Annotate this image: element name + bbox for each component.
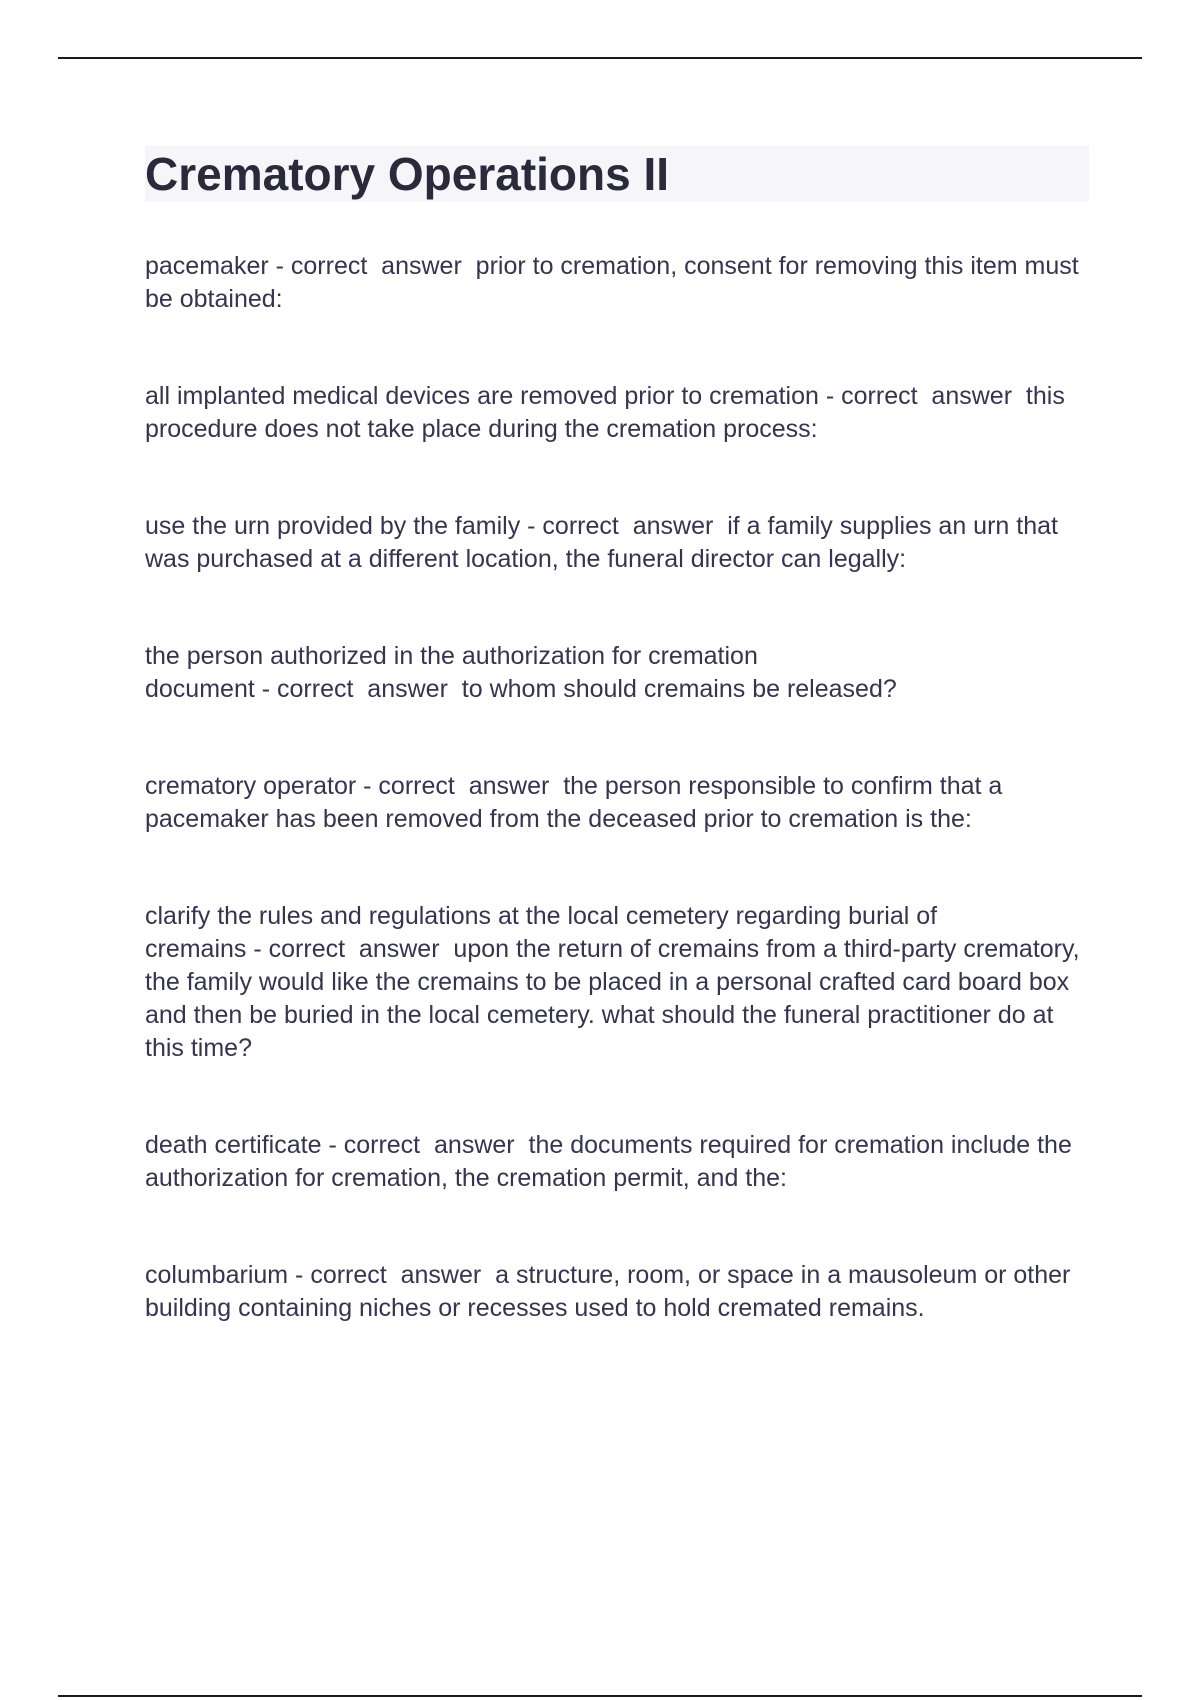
card-term: all implanted medical devices are removed prior to cremation	[145, 382, 819, 410]
flashcard	[145, 770, 1095, 836]
card-definition: if a family supplies an urn that was purchased at a different location, the funeral director can legally:	[145, 512, 1065, 573]
card-separator: - correct answer	[818, 382, 1026, 410]
flashcard-list	[145, 250, 1095, 1389]
card-definition: prior to cremation, consent for removing this item must be obtained:	[145, 252, 1086, 313]
card-separator: - correct answer	[356, 772, 564, 800]
flashcard	[145, 900, 1095, 1065]
card-definition: this procedure does not take place during the cremation process:	[145, 382, 1072, 443]
card-term: crematory operator	[145, 772, 357, 800]
card-term: pacemaker	[145, 252, 269, 280]
flashcard	[145, 380, 1095, 446]
flashcard	[145, 250, 1095, 316]
card-separator: - correct answer	[321, 1131, 529, 1159]
card-term: use the urn provided by the family	[145, 512, 521, 540]
flashcard	[145, 1129, 1095, 1195]
flashcard	[145, 640, 1095, 706]
card-term: clarify the rules and regulations at the local cemetery regarding burial of cremains	[145, 902, 945, 963]
card-definition: the person responsible to confirm that a pacemaker has been removed from the deceased prior to cremation is the:	[145, 772, 1010, 833]
flashcard	[145, 510, 1095, 576]
card-definition: a structure, room, or space in a mausoleum or other building containing niches or recesses used to hold cremated remains.	[145, 1261, 1078, 1322]
card-separator: - correct answer	[246, 935, 454, 963]
card-term: death certificate	[145, 1131, 322, 1159]
card-separator: - correct answer	[288, 1261, 496, 1289]
top-rule	[58, 57, 1142, 59]
card-term: the person authorized in the authorization for cremation document	[145, 642, 765, 703]
page-title: Crematory Operations II	[145, 148, 670, 200]
card-definition: to whom should cremains be released?	[461, 675, 897, 703]
card-term: columbarium	[145, 1261, 289, 1289]
card-separator: - correct answer	[268, 252, 476, 280]
card-separator: - correct answer	[254, 675, 462, 703]
bottom-rule	[58, 1695, 1142, 1697]
card-definition: upon the return of cremains from a third-party crematory, the family would like the cremains to be placed in a personal crafted card board box and then be buried in the local cemetery. what should the funeral practitioner do at this time?	[145, 935, 1087, 1062]
card-definition: the documents required for cremation include the authorization for cremation, the cremation permit, and the:	[145, 1131, 1079, 1192]
card-separator: - correct answer	[520, 512, 728, 540]
flashcard	[145, 1259, 1095, 1325]
